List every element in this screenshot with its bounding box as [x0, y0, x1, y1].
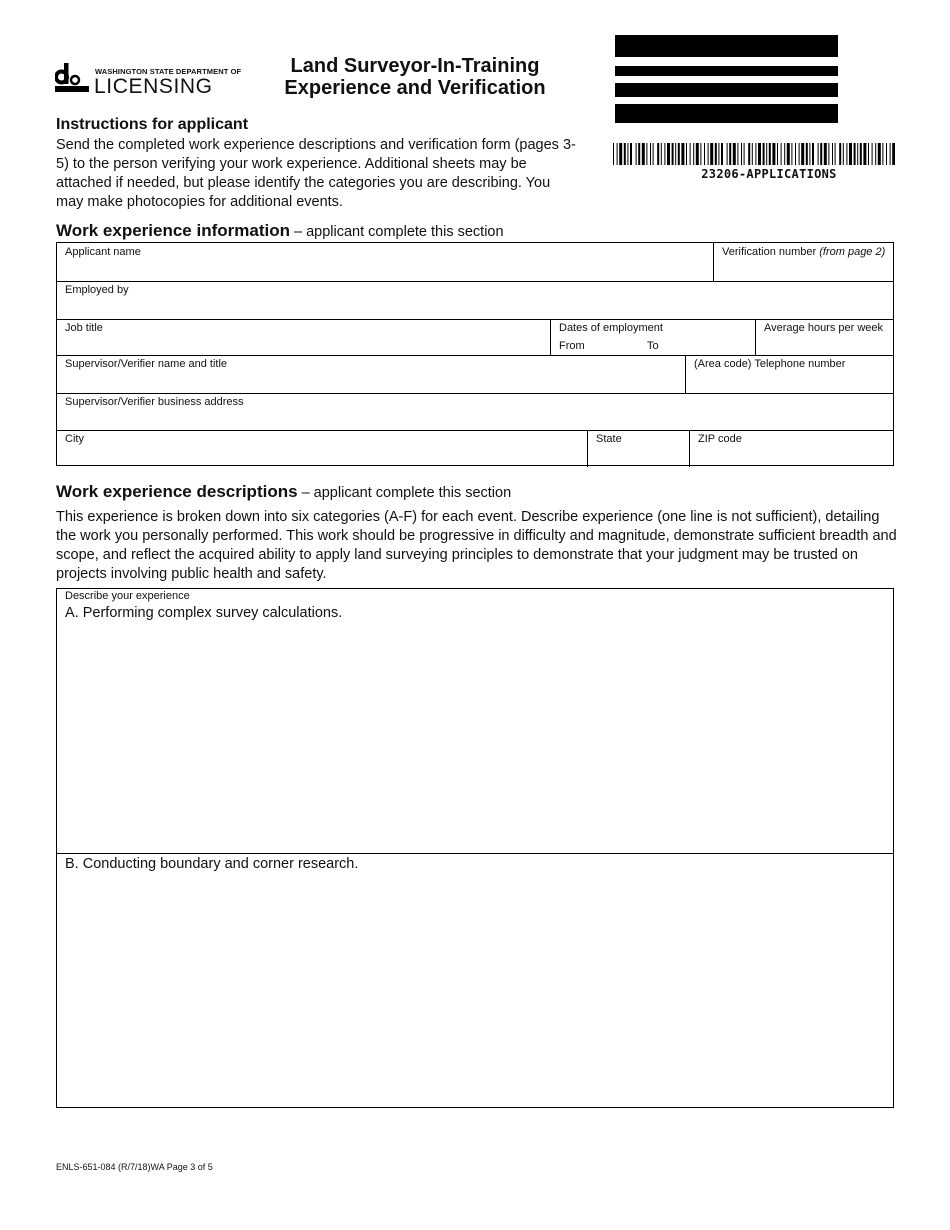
- work-info-heading: [56, 221, 504, 241]
- page-title-line-2: Experience and Verification: [284, 77, 546, 99]
- telephone-field[interactable]: [685, 355, 895, 393]
- instructions-body: Send the completed work experience descriptions and verification form (pages 3-5) to the person verifying your work experience. Additional sheets may be attached if needed, but please identify the categories you are describing. You may make photocopies for additional events.: [56, 137, 576, 210]
- dates-of-employment-label: Dates of employment: [559, 322, 663, 334]
- instructions-heading: Instructions for applicant: [56, 116, 249, 133]
- supervisor-name-field[interactable]: [57, 355, 685, 393]
- zip-code-field[interactable]: [689, 430, 895, 467]
- experience-b-field[interactable]: [57, 853, 895, 1107]
- job-title-label: Job title: [65, 322, 103, 334]
- verification-number-label-text: Verification number: [722, 246, 817, 258]
- state-label: State: [596, 433, 622, 445]
- form-footer: ENLS-651-084 (R/7/18)WA Page 3 of 5: [56, 1162, 213, 1172]
- page-title-line-1: Land Surveyor-In-Training: [290, 55, 540, 77]
- telephone-label: (Area code) Telephone number: [694, 358, 846, 370]
- barcode-label: 23206-APPLICATIONS: [701, 167, 837, 181]
- work-info-heading-sub: – applicant complete this section: [289, 224, 504, 240]
- redaction-bar: [615, 83, 838, 97]
- redaction-bar: [615, 35, 838, 57]
- dates-of-employment-field[interactable]: [550, 319, 755, 355]
- city-field[interactable]: [57, 430, 587, 467]
- applicant-name-field[interactable]: [57, 243, 713, 281]
- logo-department-text: WASHINGTON STATE DEPARTMENT OF: [95, 67, 242, 76]
- average-hours-label: Average hours per week: [764, 322, 884, 334]
- applicant-name-label: Applicant name: [65, 246, 141, 258]
- describe-experience-label: Describe your experience: [65, 590, 190, 602]
- verification-number-note: (from page 2): [819, 246, 886, 258]
- employed-by-field[interactable]: [57, 281, 895, 319]
- descriptions-body: This experience is broken down into six categories (A-F) for each event. Describe experience (one line is not sufficient), detailing the work you personally performed. This work should be progressive in difficulty and magnitude, demonstrate sufficient breadth and scope, and reflect the acquired ability to apply land surveying principles to demonstrate that your judgment may be trusted on projects involving public health and safety.: [56, 509, 897, 582]
- state-field[interactable]: [587, 430, 689, 467]
- experience-a-label: A. Performing complex survey calculations.: [65, 605, 343, 621]
- redaction-bar: [615, 104, 838, 123]
- business-address-field[interactable]: [57, 393, 895, 430]
- dol-logo: [55, 62, 242, 98]
- descriptions-heading-title: Work experience descriptions: [56, 482, 298, 501]
- zip-code-label: ZIP code: [698, 433, 742, 445]
- work-info-heading-title: Work experience information: [56, 221, 290, 240]
- descriptions-heading-sub: – applicant complete this section: [297, 485, 512, 501]
- experience-box: [56, 588, 894, 1108]
- logo-licensing-text: LICENSING: [94, 75, 213, 98]
- barcode-icon: [613, 143, 895, 165]
- work-info-form: [56, 242, 894, 466]
- verification-number-field[interactable]: [713, 243, 895, 281]
- job-title-field[interactable]: [57, 319, 550, 355]
- employed-by-label: Employed by: [65, 284, 129, 296]
- from-label: From: [559, 340, 585, 352]
- experience-b-label: B. Conducting boundary and corner research.: [65, 856, 359, 872]
- descriptions-heading: [56, 482, 511, 502]
- to-label: To: [647, 340, 659, 352]
- page-title: [255, 55, 575, 99]
- average-hours-field[interactable]: [755, 319, 895, 355]
- redaction-bar: [615, 66, 838, 76]
- city-label: City: [65, 433, 84, 445]
- verification-number-label: [722, 246, 885, 258]
- supervisor-name-label: Supervisor/Verifier name and title: [65, 358, 228, 370]
- dol-logo-mark-icon: [55, 62, 89, 94]
- experience-a-field[interactable]: [57, 589, 895, 853]
- business-address-label: Supervisor/Verifier business address: [65, 396, 244, 408]
